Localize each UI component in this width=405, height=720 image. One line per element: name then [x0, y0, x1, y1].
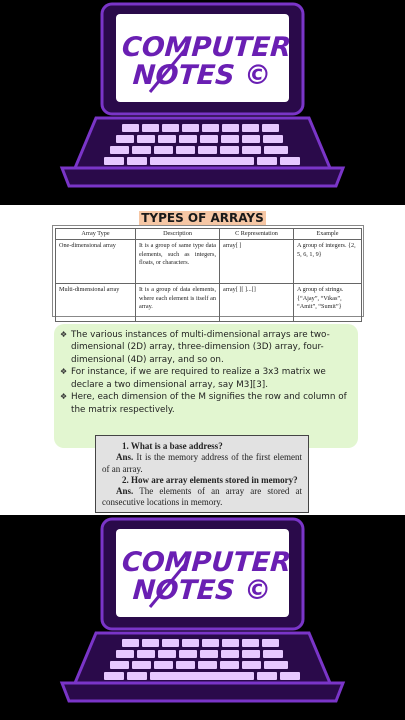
qa-answer: Ans. The elements of an array are stored at consecutive locations in memory.	[102, 486, 302, 508]
cell-description: It is a group of data elements, where each element is itself an array.	[136, 284, 220, 322]
logo-title-line1: COMPUTER	[120, 547, 293, 578]
list-item: ❖ For instance, if we are required to realize a 3x3 matrix we declare a two dimensional array, say M3][3].	[60, 367, 326, 390]
cell-type: One-dimensional array	[56, 240, 136, 284]
header-example: Example	[294, 229, 362, 240]
cell-representation: array[ ][ ]...[]	[220, 284, 294, 322]
logo-title-line2: NOTES ©	[131, 575, 273, 606]
diamond-bullet-icon: ❖	[60, 392, 68, 402]
cell-example: A group of integers. {2, 5, 6, 1, 9}	[294, 240, 362, 284]
header-description: Description	[136, 229, 220, 240]
list-item: ❖ Here, each dimension of the M signifies the row and column of the matrix respectively.	[60, 392, 347, 415]
cell-example: A group of strings. {“Ajay”, “Vikas”, “Amit”, “Sumit”}	[294, 284, 362, 322]
diamond-bullet-icon: ❖	[60, 367, 68, 377]
qa-question: 2. How are array elements stored in memory?	[122, 474, 298, 485]
content-panel	[0, 205, 405, 517]
list-item: ❖ The various instances of multi-dimensional arrays are two-dimensional (2D) array, three-dimension (3D) array, four-dimensional (4D) array, and so on.	[60, 330, 330, 365]
array-types-table	[55, 228, 362, 322]
qa-answer: Ans. It is the memory address of the first element of an array.	[102, 452, 302, 474]
bottom-logo-banner	[0, 515, 405, 720]
cell-type: Multi-dimensional array	[56, 284, 136, 322]
notes-box	[54, 324, 358, 448]
table-row	[56, 284, 362, 322]
header-array-type: Array Type	[56, 229, 136, 240]
laptop-illustration	[0, 0, 405, 205]
logo-title-line1: COMPUTER	[120, 32, 293, 63]
cell-representation: array[ ]	[220, 240, 294, 284]
table-header-row	[56, 229, 362, 240]
cell-description: It is a group of same type data elements, such as integers, floats, or characters.	[136, 240, 220, 284]
diamond-bullet-icon: ❖	[60, 330, 68, 339]
logo-title-line2: NOTES ©	[131, 60, 273, 91]
top-logo-banner	[0, 0, 405, 205]
laptop-illustration	[0, 515, 405, 720]
qa-box	[95, 435, 309, 513]
header-c-representation: C Representation	[220, 229, 294, 240]
table-row	[56, 240, 362, 284]
section-title: TYPES OF ARRAYS	[141, 211, 264, 225]
qa-question: 1. What is a base address?	[122, 441, 223, 451]
